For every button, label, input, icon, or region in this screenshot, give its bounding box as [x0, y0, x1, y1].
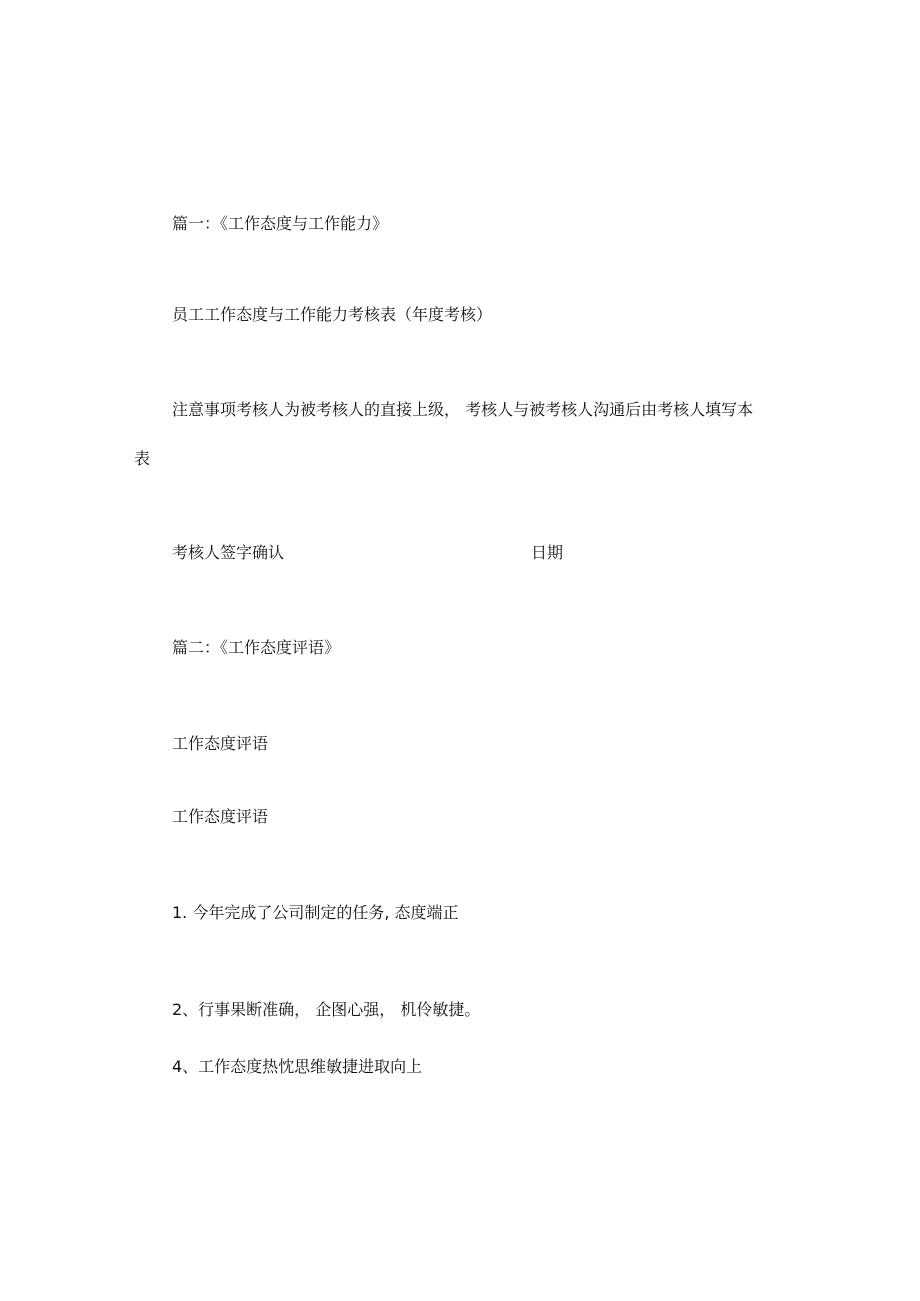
- comment-item-1: 1. 今年完成了公司制定的任务, 态度端正: [172, 903, 459, 922]
- comment-item-2: 2、行事果断准确， 企图心强， 机伶敏捷。: [172, 1000, 481, 1019]
- notice-text-line2: 表: [134, 449, 151, 468]
- notice-text-line1: 注意事项考核人为被考核人的直接上级， 考核人与被考核人沟通后由考核人填写本: [172, 400, 754, 419]
- part2-heading: 篇二：《工作态度评语》: [172, 638, 341, 657]
- part2-subtitle-1: 工作态度评语: [172, 734, 269, 753]
- part2-subtitle-2: 工作态度评语: [172, 807, 269, 826]
- signature-label: 考核人签字确认: [172, 543, 285, 562]
- part1-heading: 篇一：《工作态度与工作能力》: [172, 214, 389, 233]
- comment-item-3: 4、工作态度热忱思维敏捷进取向上: [172, 1057, 423, 1076]
- form-title: 员工工作态度与工作能力考核表（年度考核）: [172, 305, 493, 324]
- date-label: 日期: [531, 543, 564, 562]
